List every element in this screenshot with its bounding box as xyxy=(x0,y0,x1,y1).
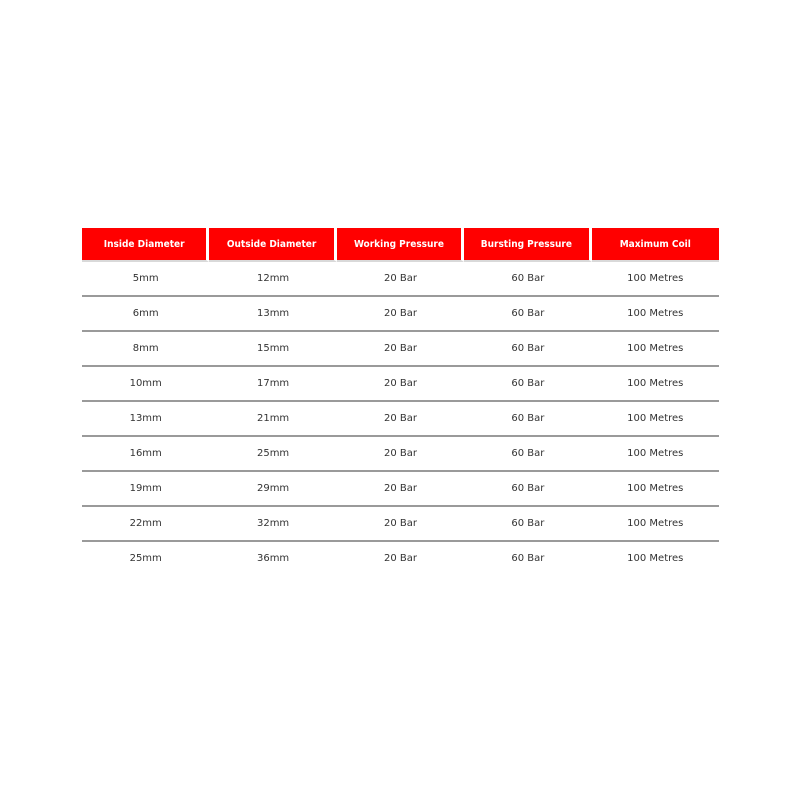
cell-maximum-coil: 100 Metres xyxy=(592,297,719,332)
cell-inside-diameter: 10mm xyxy=(82,367,209,402)
header-working-pressure: Working Pressure xyxy=(337,228,464,262)
cell-working-pressure: 20 Bar xyxy=(337,472,464,507)
table-row xyxy=(82,367,719,402)
cell-inside-diameter: 8mm xyxy=(82,332,209,367)
cell-inside-diameter: 19mm xyxy=(82,472,209,507)
cell-maximum-coil: 100 Metres xyxy=(592,367,719,402)
cell-inside-diameter: 22mm xyxy=(82,507,209,542)
table-header-row xyxy=(82,228,719,262)
hose-spec-table xyxy=(82,228,719,575)
cell-outside-diameter: 15mm xyxy=(209,332,336,367)
cell-inside-diameter: 6mm xyxy=(82,297,209,332)
cell-maximum-coil: 100 Metres xyxy=(592,402,719,437)
cell-maximum-coil: 100 Metres xyxy=(592,332,719,367)
header-maximum-coil: Maximum Coil xyxy=(592,228,719,262)
cell-outside-diameter: 13mm xyxy=(209,297,336,332)
cell-working-pressure: 20 Bar xyxy=(337,437,464,472)
table-row xyxy=(82,437,719,472)
table-row xyxy=(82,402,719,437)
table-row xyxy=(82,507,719,542)
cell-working-pressure: 20 Bar xyxy=(337,332,464,367)
cell-maximum-coil: 100 Metres xyxy=(592,472,719,507)
cell-outside-diameter: 25mm xyxy=(209,437,336,472)
header-inside-diameter: Inside Diameter xyxy=(82,228,209,262)
cell-bursting-pressure: 60 Bar xyxy=(464,402,591,437)
cell-inside-diameter: 13mm xyxy=(82,402,209,437)
cell-working-pressure: 20 Bar xyxy=(337,367,464,402)
cell-working-pressure: 20 Bar xyxy=(337,402,464,437)
cell-outside-diameter: 32mm xyxy=(209,507,336,542)
cell-bursting-pressure: 60 Bar xyxy=(464,472,591,507)
cell-maximum-coil: 100 Metres xyxy=(592,437,719,472)
header-bursting-pressure: Bursting Pressure xyxy=(464,228,591,262)
cell-inside-diameter: 16mm xyxy=(82,437,209,472)
cell-outside-diameter: 12mm xyxy=(209,262,336,297)
table-row xyxy=(82,297,719,332)
cell-maximum-coil: 100 Metres xyxy=(592,507,719,542)
cell-bursting-pressure: 60 Bar xyxy=(464,297,591,332)
cell-bursting-pressure: 60 Bar xyxy=(511,553,545,564)
header-outside-diameter: Outside Diameter xyxy=(209,228,336,262)
table-row xyxy=(82,542,719,575)
table-row xyxy=(82,332,719,367)
cell-bursting-pressure: 60 Bar xyxy=(464,332,591,367)
table-row xyxy=(82,262,719,297)
cell-inside-diameter: 5mm xyxy=(82,262,209,297)
table-row xyxy=(82,472,719,507)
cell-outside-diameter: 21mm xyxy=(209,402,336,437)
cell-inside-diameter: 25mm xyxy=(129,553,162,564)
cell-outside-diameter: 17mm xyxy=(209,367,336,402)
cell-outside-diameter: 36mm xyxy=(256,553,290,564)
cell-working-pressure: 20 Bar xyxy=(337,262,464,297)
cell-bursting-pressure: 60 Bar xyxy=(464,507,591,542)
cell-bursting-pressure: 60 Bar xyxy=(464,262,591,297)
cell-bursting-pressure: 60 Bar xyxy=(464,437,591,472)
cell-bursting-pressure: 60 Bar xyxy=(464,367,591,402)
cell-working-pressure: 20 Bar xyxy=(337,297,464,332)
cell-maximum-coil: 100 Metres xyxy=(627,553,684,564)
cell-outside-diameter: 29mm xyxy=(209,472,336,507)
cell-maximum-coil: 100 Metres xyxy=(592,262,719,297)
cell-working-pressure: 20 Bar xyxy=(337,507,464,542)
cell-working-pressure: 20 Bar xyxy=(383,553,417,564)
